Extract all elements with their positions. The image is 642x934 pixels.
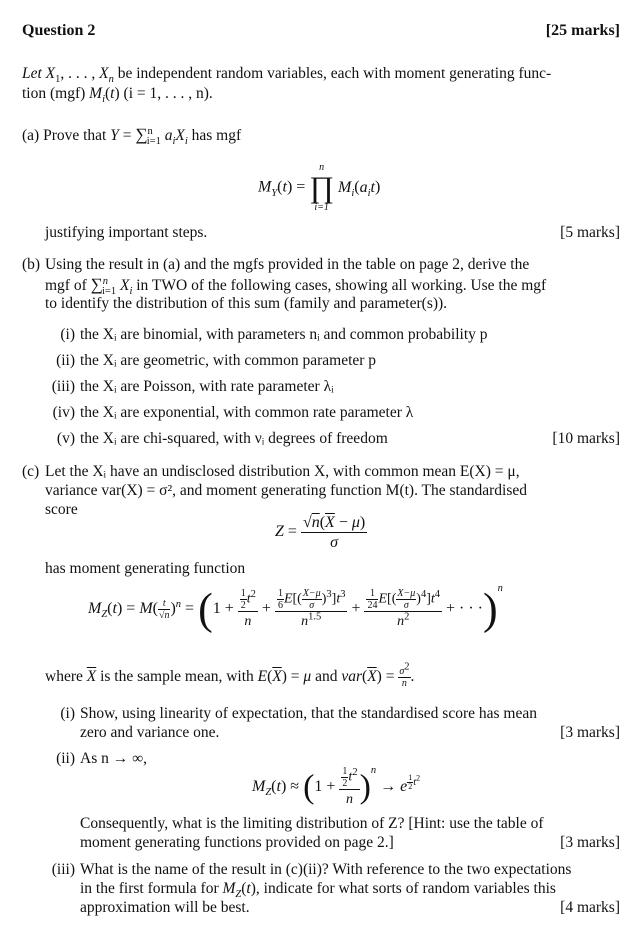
standardised-score-equation: Z = $\frac{√n(\overline{X} - \mu)}{\sigma}$: [275, 514, 366, 551]
part-c-ii-marks: [3 marks]: [560, 834, 620, 851]
part-c-i-line-2: zero and variance one.: [80, 724, 220, 741]
part-b-item-text: the Xᵢ are Poisson, with rate parameter λᵢ: [80, 378, 334, 395]
part-a-equation: $M_Y(t)$ = n ∏ i=1 $M_i(a_it)$: [258, 162, 381, 213]
part-c-iii-marks: [4 marks]: [560, 899, 620, 916]
part-b-line-2: mgf of ∑$^n_{i=1}$ $X_i$ in TWO of the following cases, showing all working. Use the mgf: [45, 275, 547, 298]
part-c-iii-line-3: approximation will be best.: [80, 899, 250, 916]
part-c-i-marks: [3 marks]: [560, 724, 620, 741]
part-c-iii-line-2: in the first formula for $M_Z(t)$, indicate for what sorts of random variables this: [80, 880, 556, 901]
part-a-justify: justifying important steps.: [45, 224, 208, 241]
part-a-statement: (a) Prove that Y = ∑$^n_{i=1}$ $a_iX_i$ has mgf: [22, 125, 242, 148]
question-marks: [25 marks]: [545, 22, 620, 39]
part-b-item-label: (iii): [51, 378, 75, 395]
part-c-item-label: (iii): [51, 861, 75, 878]
part-c-iii-line-1: What is the name of the result in (c)(ii)? With reference to the two expectations: [80, 861, 572, 878]
part-c-item-label: (ii): [56, 750, 75, 767]
part-b-item-text: the Xᵢ are binomial, with parameters nᵢ and common probability p: [80, 326, 488, 343]
part-b-item-label: (i): [60, 326, 75, 343]
sample-mean-text: where $\overline{X}$ is the sample mean, with $E(\overline{X}) = \mu$ and $var(\overline{X})$ = $\frac{\sigma^2}{n}$ .: [45, 661, 415, 689]
part-b-item-text: the Xᵢ are geometric, with common parameter p: [80, 352, 377, 369]
part-c-ii-line-3: moment generating functions provided on page 2.]: [80, 834, 394, 851]
part-b-label: (b): [22, 256, 41, 273]
part-c-item-label: (i): [60, 705, 75, 722]
part-b-item-text: the Xᵢ are chi-squared, with νᵢ degrees of freedom: [80, 430, 388, 447]
part-a-marks: [5 marks]: [560, 224, 620, 241]
part-b-line-1: Using the result in (a) and the mgfs provided in the table on page 2, derive the: [45, 256, 530, 273]
mgf-expansion-equation: $M_Z(t) = M$( $\frac{t}{√n}$ )$^n$ = (1 + $\frac{1}{2}$ $t^2$ n + $\frac{1}{6}$ E[( $\frac{X-\mu}{\sigma}$ )$^3]t^3$ $n^{1.5}$ + $\frac{1}{24}$ E[( $\frac{X-\mu}{\sigma}$ )$^4]t^4$ $n^2$ + · · ·)$^n$: [88, 582, 503, 634]
limit-equation: $M_Z(t) \approx (1$ + $\frac{1}{2}$ $t^2$ n )$^n$ → e $^{\frac{1}{2} t^2}$: [252, 764, 421, 807]
part-b-item-label: (v): [56, 430, 75, 447]
part-c-ii-line-1: As n → ∞,: [80, 750, 148, 767]
part-b-item-text: the Xᵢ are exponential, with common rate parameter λ: [80, 404, 414, 421]
part-c-line-2: variance var(X) = σ², and moment generating function M(t). The standardised: [45, 482, 527, 499]
intro-line-2: tion (mgf) $M_i(t) (i = 1$, . . . , n).: [22, 85, 213, 106]
part-c-line-3: score: [45, 501, 78, 518]
intro-line-1: Let $X_1$, . . . , $X_n$ be independent random variables, each with moment generating func-: [22, 65, 552, 86]
has-mgf-text: has moment generating function: [45, 560, 246, 577]
part-c-label: (c): [22, 463, 40, 480]
part-b-item-label: (ii): [56, 352, 75, 369]
question-title: Question 2: [22, 22, 96, 39]
part-c-i-line-1: Show, using linearity of expectation, that the standardised score has mean: [80, 705, 537, 722]
part-b-line-3: to identify the distribution of this sum (family and parameter(s)).: [45, 295, 448, 312]
part-b-item-label: (iv): [52, 404, 75, 421]
part-c-line-1: Let the Xᵢ have an undisclosed distribution X, with common mean E(X) = μ,: [45, 463, 520, 480]
part-b-marks: [10 marks]: [552, 430, 620, 447]
part-c-ii-line-2: Consequently, what is the limiting distribution of Z? [Hint: use the table of: [80, 815, 544, 832]
